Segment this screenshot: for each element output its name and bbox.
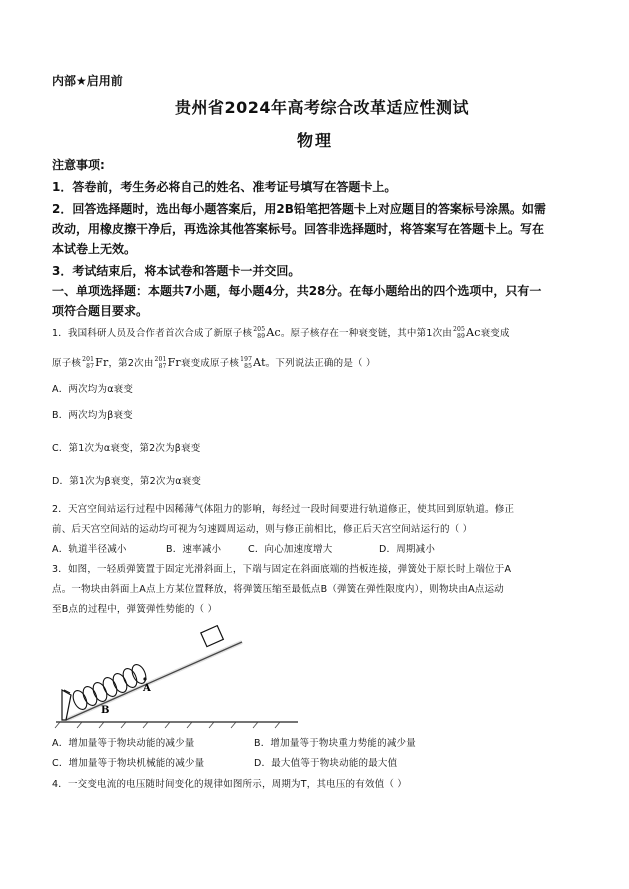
question-2-option-d: D．周期减小 <box>379 544 436 555</box>
point-b-label: B <box>101 705 110 716</box>
question-1-option-c: C．第1次为α衰变，第2次为β衰变 <box>52 443 201 454</box>
question-3-line-1: 3．如图，一轻质弹簧置于固定光滑斜面上，下端与固定在斜面底端的挡板连接，弹簧处于原长时上端位于A <box>52 564 512 575</box>
page-title: 贵州省2024年高考综合改革适应性测试 <box>175 98 470 117</box>
question-2-line-1: 2．天宫空间站运行过程中因稀薄气体阻力的影响，每经过一段时间要进行轨道修正，使其回到原轨道。修正 <box>52 504 515 515</box>
notice-item-3: 3．考试结束后，将本试卷和答题卡一并交回。 <box>52 264 301 278</box>
question-3-line-3: 至B点的过程中，弹簧弹性势能的（ ） <box>52 604 218 615</box>
question-1-line-1: 1．我国科研人员及合作者首次合成了新原子核 205 89 Ac。原子核存在一种衰变链，其中第1次由 205 89 Ac衰变成 <box>52 326 510 340</box>
nuclide-ac: 205 89 Ac <box>253 326 281 340</box>
question-2-option-a: A．轨道半径减小 <box>52 544 127 555</box>
nuclide-fr-2: 201 87 Fr <box>154 356 181 370</box>
baffle-plate <box>62 690 71 720</box>
notice-heading: 注意事项: <box>52 158 105 172</box>
question-2-option-b: B．速率减小 <box>166 544 222 555</box>
question-3-line-2: 点。一物块由斜面上A点上方某位置释放，将弹簧压缩至最低点B（弹簧在弹性限度内），则物块由A点运动 <box>52 584 504 595</box>
notice-item-2-line-3: 本试卷上无效。 <box>52 242 137 256</box>
question-1-line-2: 原子核 201 87 Fr，第2次由 201 87 Fr衰变成原子核 197 85 At。下列说法正确的是（ ） <box>52 356 376 370</box>
question-3-option-d: D．最大值等于物块动能的最大值 <box>254 758 398 769</box>
section-heading-line-2: 项符合题目要求。 <box>52 304 149 318</box>
section-heading-line-1: 一、单项选择题：本题共7小题，每小题4分，共28分。在每小题给出的四个选项中，只有一 <box>52 284 542 298</box>
confidential-label: 内部★启用前 <box>52 74 123 88</box>
point-a-marker <box>143 677 146 680</box>
question-3-option-a: A．增加量等于物块动能的减少量 <box>52 738 195 749</box>
block <box>201 626 224 647</box>
question-3-option-b: B．增加量等于物块重力势能的减少量 <box>254 738 416 749</box>
question-2-line-2: 前、后天宫空间站的运动均可视为匀速圆周运动，则与修正前相比，修正后天宫空间站运行的（ ） <box>52 524 473 535</box>
question-1-option-d: D．第1次为β衰变，第2次为α衰变 <box>52 476 202 487</box>
question-1-option-a: A．两次均为α衰变 <box>52 384 134 395</box>
point-a-label: A <box>143 683 151 694</box>
incline-spring-diagram <box>52 620 302 730</box>
question-2-option-c: C．向心加速度增大 <box>248 544 333 555</box>
nuclide-fr: 201 87 Fr <box>82 356 109 370</box>
notice-item-2-line-1: 2．回答选择题时，选出每小题答案后，用2B铅笔把答题卡上对应题目的答案标号涂黑。如需 <box>52 202 546 216</box>
question-3-option-c: C．增加量等于物块机械能的减少量 <box>52 758 205 769</box>
subject-title: 物理 <box>297 131 334 150</box>
notice-item-1: 1．答卷前，考生务必将自己的姓名、准考证号填写在答题卡上。 <box>52 180 397 194</box>
question-4-line-1: 4．一交变电流的电压随时间变化的规律如图所示，周期为T，其电压的有效值（ ） <box>52 779 407 790</box>
nuclide-at: 197 85 At <box>240 356 266 370</box>
nuclide-ac-2: 205 89 Ac <box>452 326 481 340</box>
notice-item-2-line-2: 改动，用橡皮擦干净后，再选涂其他答案标号。回答非选择题时，将答案写在答题卡上。写在 <box>52 222 545 236</box>
question-1-option-b: B．两次均为β衰变 <box>52 410 133 421</box>
